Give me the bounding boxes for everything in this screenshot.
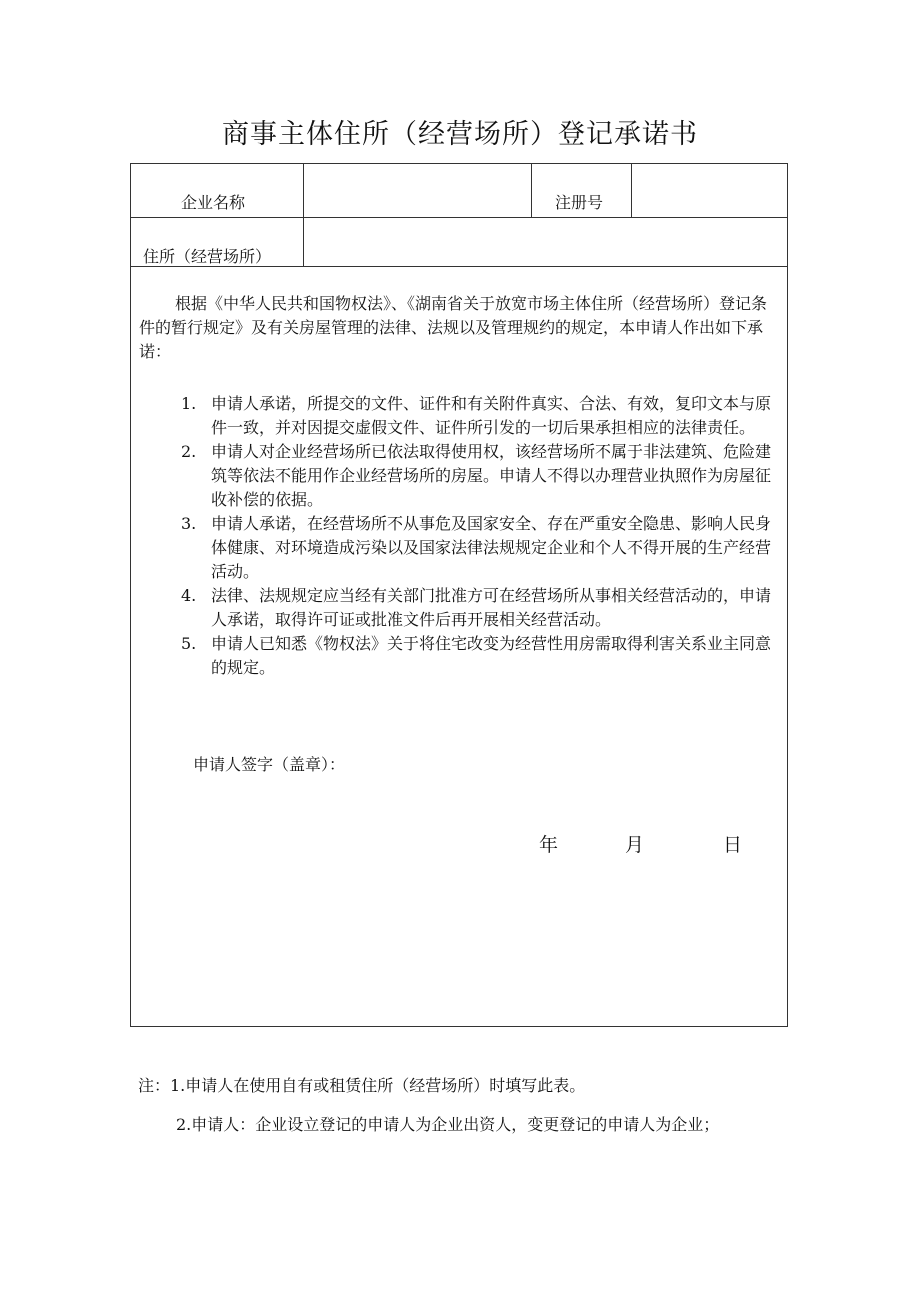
row-divider-1 bbox=[131, 217, 787, 218]
date-month: 月 bbox=[625, 834, 645, 856]
list-item bbox=[181, 440, 775, 512]
item-text: 申请人承诺，所提交的文件、证件和有关附件真实、合法、有效，复印文本与原件一致，并对因提交虚假文件、证件所引发的一切后果承担相应的法律责任。 bbox=[211, 394, 772, 437]
col-divider-regno bbox=[631, 164, 632, 217]
item-number: 3. bbox=[181, 514, 197, 533]
item-number: 4. bbox=[181, 586, 197, 605]
list-item bbox=[181, 584, 775, 632]
date-year: 年 bbox=[539, 834, 559, 856]
document-title: 商事主体住所（经营场所）登记承诺书 bbox=[222, 119, 698, 150]
item-text: 申请人对企业经营场所已依法取得使用权，该经营场所不属于非法建筑、危险建筑等依法不能用作企业经营场所的房屋。申请人不得以办理营业执照作为房屋征收补偿的依据。 bbox=[211, 442, 772, 509]
commitment-list bbox=[181, 392, 775, 680]
list-item bbox=[181, 512, 775, 584]
reg-no-label: 注册号 bbox=[555, 193, 604, 212]
intro-paragraph: 根据《中华人民共和国物权法》、《湖南省关于放宽市场主体住所（经营场所）登记条件的暂行规定》及有关房屋管理的法律、法规以及管理规约的规定，本申请人作出如下承诺： bbox=[139, 294, 768, 361]
item-text: 法律、法规规定应当经有关部门批准方可在经营场所从事相关经营活动的，申请人承诺，取得许可证或批准文件后再开展相关经营活动。 bbox=[211, 586, 772, 629]
date-day: 日 bbox=[723, 834, 743, 856]
company-name-label: 企业名称 bbox=[181, 193, 246, 212]
item-text: 申请人承诺，在经营场所不从事危及国家安全、存在严重安全隐患、影响人民身体健康、对环境造成污染以及国家法律法规规定企业和个人不得开展的生产经营活动。 bbox=[211, 514, 772, 581]
col-divider-label bbox=[303, 164, 304, 266]
col-divider-mid bbox=[531, 164, 532, 217]
note-1: 注：1.申请人在使用自有或租赁住所（经营场所）时填写此表。 bbox=[138, 1076, 586, 1095]
address-label: 住所（经营场所） bbox=[143, 247, 272, 266]
item-text: 申请人已知悉《物权法》关于将住宅改变为经营性用房需取得利害关系业主同意的规定。 bbox=[211, 634, 772, 677]
note-2: 2.申请人：企业设立登记的申请人为企业出资人，变更登记的申请人为企业； bbox=[176, 1115, 720, 1134]
list-item bbox=[181, 392, 775, 440]
list-item bbox=[181, 632, 775, 680]
item-number: 1. bbox=[181, 394, 197, 413]
item-number: 5. bbox=[181, 634, 197, 653]
signature-label: 申请人签字（盖章）： bbox=[193, 755, 346, 774]
item-number: 2. bbox=[181, 442, 197, 461]
commitment-form bbox=[130, 163, 788, 1027]
